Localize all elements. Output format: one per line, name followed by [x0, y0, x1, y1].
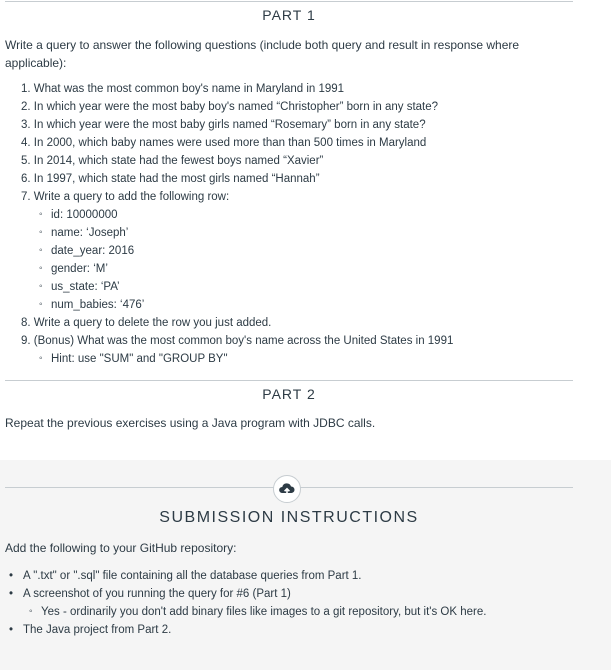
question-6: 6. In 1997, which state had the most girls named “Hannah” — [21, 173, 320, 185]
question-1: 1. What was the most common boy's name in Maryland in 1991 — [21, 83, 345, 95]
question-7-text: 7. Write a query to add the following row: — [21, 191, 230, 203]
submission-heading: SUBMISSION INSTRUCTIONS — [159, 509, 419, 526]
question-2: 2. In which year were the most baby boy's named “Christopher” born in any state? — [21, 101, 439, 113]
part-2-heading: PART 2 — [262, 386, 316, 402]
part-1-intro: Write a query to answer the following questions (include both query and result in response where applicable): — [5, 38, 520, 70]
submission-item-java-project: • The Java project from Part 2. — [9, 621, 569, 639]
submission-item-screenshot — [9, 585, 569, 621]
row-field-num-babies: ◦ num_babies: ‘476’ — [39, 296, 581, 314]
submission-item-files: • A ".txt" or ".sql" file containing all the database queries from Part 1. — [9, 567, 569, 585]
row-field-gender: ◦ gender: ‘M’ — [39, 260, 581, 278]
row-field-list — [21, 206, 581, 314]
submission-list — [9, 567, 569, 639]
question-3: 3. In which year were the most baby girls named “Rosemary” born in any state? — [21, 119, 426, 131]
submission-item-screenshot-text: A screenshot of you running the query for #6 (Part 1) — [23, 588, 291, 600]
row-field-id: ◦ id: 10000000 — [39, 206, 581, 224]
question-4: 4. In 2000, which baby names were used more than than 500 times in Maryland — [21, 137, 427, 149]
question-9 — [21, 332, 581, 368]
screenshot-note: ◦ Yes - ordinarily you don't add binary files like images to a git repository, but it's OK here. — [29, 603, 569, 621]
top-divider — [5, 1, 573, 2]
question-9-text: 9. (Bonus) What was the most common boy's name across the United States in 1991 — [21, 335, 454, 347]
row-field-date-year: ◦ date_year: 2016 — [39, 242, 581, 260]
question-list — [21, 80, 581, 368]
question-5: 5. In 2014, which state had the fewest boys named “Xavier” — [21, 155, 324, 167]
part-2-divider — [5, 380, 573, 381]
question-7 — [21, 188, 581, 314]
submission-intro: Add the following to your GitHub repository: — [5, 541, 237, 555]
part-1-heading: PART 1 — [262, 7, 316, 23]
cloud-upload-icon — [273, 475, 301, 503]
row-field-us-state: ◦ us_state: ‘PA’ — [39, 278, 581, 296]
bonus-hint-list — [21, 350, 581, 368]
question-8: 8. Write a query to delete the row you just added. — [21, 317, 272, 329]
row-field-name: ◦ name: ‘Joseph’ — [39, 224, 581, 242]
screenshot-note-list — [23, 603, 569, 621]
bonus-hint: ◦ Hint: use "SUM" and "GROUP BY" — [39, 350, 581, 368]
part-2-text: Repeat the previous exercises using a Java program with JDBC calls. — [5, 416, 376, 430]
